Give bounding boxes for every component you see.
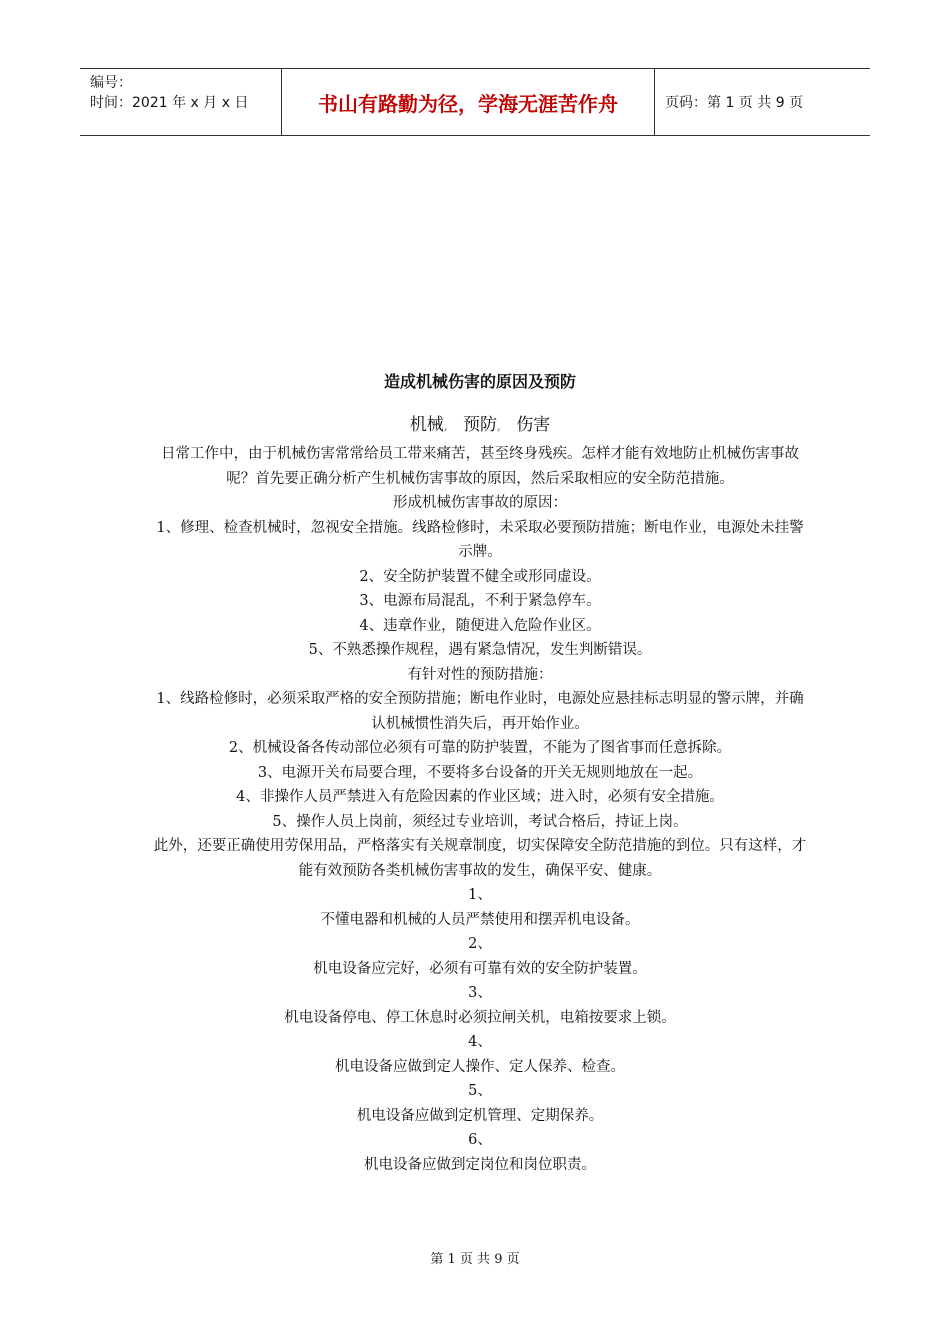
paragraph: 4、违章作业，随便进入危险作业区。: [359, 617, 601, 634]
paragraph: 1、修理、检查机械时，忽视安全措施。线路检修时，未采取必要预防措施；断电作业，电源处未挂警示牌。: [156, 519, 804, 560]
paragraph: 1、: [468, 887, 492, 903]
paragraph: 此外，还要正确使用劳保用品，严格落实有关规章制度，切实保障安全防范措施的到位。只有这样，才能有效预防各类机械伤害事故的发生，确保平安、健康。: [153, 838, 807, 879]
paragraph: 3、电源开关布局要合理，不要将多台设备的开关无规则地放在一起。: [257, 764, 703, 781]
page-header: [80, 68, 870, 136]
paragraph: 4、非操作人员严禁进入有危险因素的作业区域；进入时，必须有安全措施。: [236, 789, 724, 805]
document-title: 造成机械伤害的原因及预防: [383, 372, 576, 391]
header-motto: 书山有路勤为径，学海无涯苦作舟: [281, 69, 655, 135]
paragraph: 2、: [468, 936, 492, 952]
header-meta: [80, 69, 281, 135]
keyword-separator: ,: [497, 418, 501, 433]
keyword: 机械: [409, 414, 444, 435]
paragraph: 5、: [468, 1083, 492, 1099]
paragraph: 日常工作中，由于机械伤害常常给员工带来痛苦，甚至终身残疾。怎样才能有效地防止机械伤害事故呢？首先要正确分析产生机械伤害事故的原因，然后采取相应的安全防范措施。: [161, 446, 799, 487]
paragraph: 1、线路检修时，必须采取严格的安全预防措施；断电作业时，电源处应悬挂标志明显的警示牌，并确认机械惯性消失后，再开始作业。: [156, 691, 804, 732]
paragraph: 3、: [468, 985, 492, 1001]
paragraph: 有针对性的预防措施：: [407, 666, 553, 683]
paragraph: 3、电源布局混乱，不利于紧急停车。: [359, 593, 601, 609]
paragraph: 形成机械伤害事故的原因：: [393, 495, 567, 511]
keyword: 伤害: [516, 414, 551, 435]
paragraph: 机电设备应做到定岗位和岗位职责。: [364, 1156, 596, 1173]
keyword-separator: ,: [443, 418, 448, 433]
paragraph: 5、操作人员上岗前，须经过专业培训，考试合格后，持证上岗。: [272, 813, 688, 830]
page-footer: 第 1 页 共 9 页: [430, 1252, 520, 1267]
keyword: 预防: [463, 414, 497, 435]
keywords-line: [150, 413, 810, 439]
paragraph: 6、: [468, 1132, 492, 1148]
header-page-info: 页码：第 1 页 共 9 页: [665, 95, 804, 111]
paragraph: 机电设备应做到定人操作、定人保养、检查。: [335, 1058, 625, 1075]
paragraph: 2、安全防护装置不健全或形同虚设。: [359, 568, 601, 585]
document-body: [150, 370, 810, 1177]
paragraph: 机电设备停电、停工休息时必须拉闸关机，电箱按要求上锁。: [284, 1009, 676, 1026]
paragraph: 4、: [468, 1034, 492, 1050]
paragraphs: [150, 442, 810, 1177]
paragraph: 机电设备应完好，必须有可靠有效的安全防护装置。: [313, 960, 647, 977]
document-time-label: 时间：2021 年 x 月 x 日: [90, 95, 249, 111]
paragraph: 机电设备应做到定机管理、定期保养。: [356, 1107, 604, 1124]
paragraph: 不懂电器和机械的人员严禁使用和摆弄机电设备。: [320, 911, 640, 928]
paragraph: 5、不熟悉操作规程，遇有紧急情况，发生判断错误。: [308, 642, 652, 658]
paragraph: 2、机械设备各传动部位必须有可靠的防护装置，不能为了图省事而任意拆除。: [228, 740, 732, 756]
document-number-label: 编号：: [90, 75, 132, 91]
